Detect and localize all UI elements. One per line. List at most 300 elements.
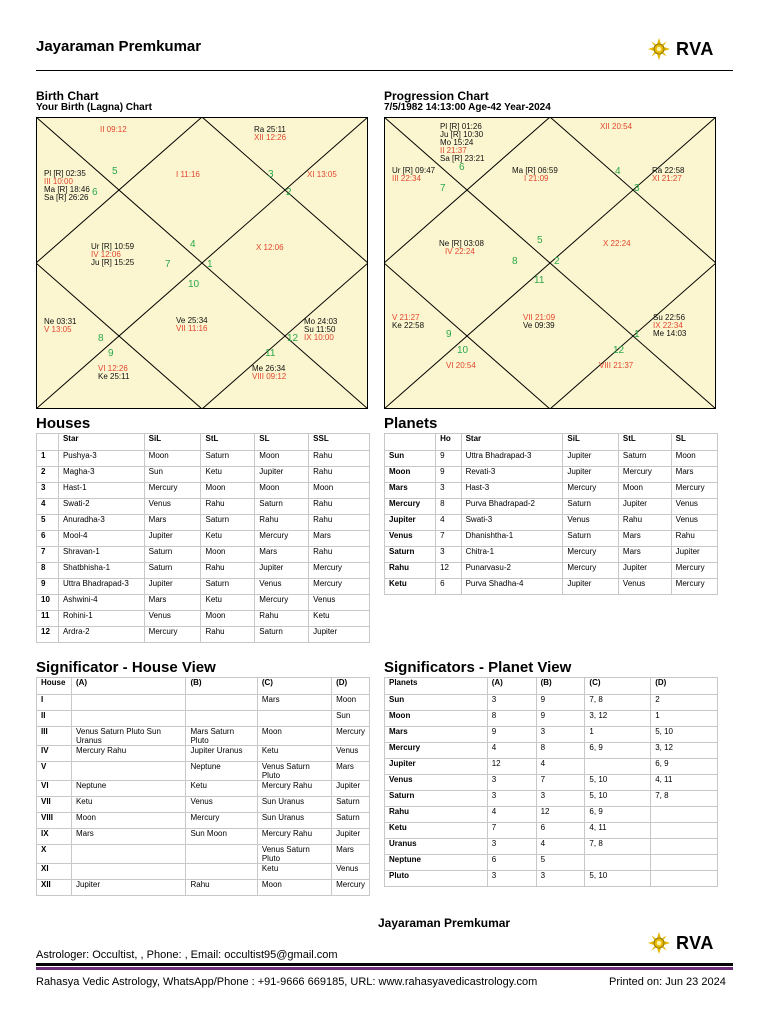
table-cell: Rahu [309,499,370,515]
table-cell: 5 [37,515,59,531]
table-cell: Jupiter [385,515,436,531]
table-cell: Mars [332,845,370,864]
table-cell: Hast-3 [461,483,563,499]
table-cell: XII [37,880,72,896]
house-label: XII 20:54 [600,122,633,131]
table-row [37,746,370,762]
house-label: X 22:24 [603,239,631,248]
table-cell: Venus [309,595,370,611]
table-cell: 1 [651,711,718,727]
table-cell: Jupiter [332,781,370,797]
table-cell: 9 [536,695,585,711]
table-cell: 7, 8 [585,695,651,711]
table-cell: 6 [37,531,59,547]
table-cell: Revati-3 [461,467,563,483]
table-row [37,451,370,467]
table-row [37,611,370,627]
table-cell: Moon [201,547,255,563]
table-row [37,595,370,611]
table-row [37,880,370,896]
table-cell: 3 [436,547,462,563]
table-cell: XI [37,864,72,880]
table-cell [651,807,718,823]
table-row [385,467,718,483]
table-cell [186,695,257,711]
table-row [385,727,718,743]
house-label: V 21:27 Ke 22:58 [392,313,425,330]
table-cell [71,711,186,727]
table-cell: Sun [385,695,488,711]
table-cell [186,864,257,880]
house-label: VIII 21:37 [599,361,634,370]
table-cell: 3 [536,791,585,807]
table-cell: 4 [536,839,585,855]
house-label: VI 12:26 Ke 25:11 [98,364,130,381]
table-cell: Saturn [385,547,436,563]
table-cell: Jupiter [618,563,671,579]
table-cell [71,864,186,880]
table-cell: Moon [385,711,488,727]
table-cell: 9 [37,579,59,595]
table-cell: 4 [536,759,585,775]
table-cell: 3 [536,727,585,743]
table-cell: 4 [436,515,462,531]
house-number: 7 [165,259,171,270]
table-cell: Mercury Rahu [257,781,331,797]
progression-chart [384,117,716,409]
table-cell [651,871,718,887]
house-number: 8 [98,333,104,344]
table-cell: 9 [536,711,585,727]
table-cell: 3 [487,695,536,711]
table-row [385,791,718,807]
table-cell: 6, 9 [651,759,718,775]
table-cell: 12 [536,807,585,823]
table-cell: Mars [671,467,717,483]
column-header [37,434,59,451]
table-cell: 2 [651,695,718,711]
progression-chart-subtitle: 7/5/1982 14:13:00 Age-42 Year-2024 [384,102,551,113]
table-cell: Rahu [309,467,370,483]
sig-planet-section-title: Significators - Planet View [384,659,572,676]
house-label: Su 22:56 IX 22:34 Me 14:03 [653,313,687,338]
table-cell: 4, 11 [585,823,651,839]
table-cell: Neptune [186,762,257,781]
table-row [385,743,718,759]
sig-house-table [36,677,370,896]
table-cell: Saturn [144,563,201,579]
table-cell: Venus [618,579,671,595]
table-cell: Saturn [144,547,201,563]
table-row [385,515,718,531]
table-cell: Venus [332,746,370,762]
table-cell: 1 [37,451,59,467]
table-cell: III [37,727,72,746]
table-row [37,579,370,595]
table-cell: VII [37,797,72,813]
table-cell: Shatbhisha-1 [58,563,144,579]
table-cell: Ketu [309,611,370,627]
table-row [37,547,370,563]
report-owner-name: Jayaraman Premkumar [36,38,202,55]
house-label: Ne [R] 03:08 IV 22:24 [439,239,484,256]
table-cell: 3 [536,871,585,887]
table-row [385,451,718,467]
table-cell: Purva Shadha-4 [461,579,563,595]
table-header-row [37,434,370,451]
table-cell: 9 [436,451,462,467]
table-cell: Jupiter [332,829,370,845]
table-row [37,711,370,727]
house-number: 7 [440,183,446,194]
house-number: 11 [534,275,545,286]
table-cell: Shravan-1 [58,547,144,563]
column-header: SL [671,434,717,451]
table-cell: Rahu [186,880,257,896]
table-row [37,563,370,579]
table-cell: Rahu [255,611,309,627]
table-row [385,711,718,727]
table-cell: Ketu [201,467,255,483]
house-number: 10 [188,279,200,290]
house-number: 1 [207,259,213,270]
column-header: (B) [536,678,585,695]
column-header: SSL [309,434,370,451]
table-cell: 6, 9 [585,743,651,759]
table-cell: Mercury Rahu [71,746,186,762]
header-divider [36,70,733,71]
table-cell: Mercury [144,483,201,499]
table-row [385,807,718,823]
table-cell: 9 [436,467,462,483]
table-cell: Mool-4 [58,531,144,547]
table-cell: 3, 12 [585,711,651,727]
house-label: Me 26:34 VIII 09:12 [252,364,287,381]
table-cell: Rahu [201,627,255,643]
sig-house-section-title: Significator - House View [36,659,216,676]
table-cell: Mars [385,727,488,743]
table-cell: Mars [255,547,309,563]
table-cell: 4 [487,807,536,823]
table-row [37,467,370,483]
table-cell: VIII [37,813,72,829]
table-cell: Saturn [332,813,370,829]
table-cell: Mars [385,483,436,499]
table-row [37,797,370,813]
table-cell: Ashwini-4 [58,595,144,611]
table-cell: Moon [618,483,671,499]
column-header: (D) [332,678,370,695]
table-cell: Mars Saturn Pluto [186,727,257,746]
table-row [385,547,718,563]
table-row [37,627,370,643]
table-cell: Moon [144,451,201,467]
table-cell: Hast-1 [58,483,144,499]
birth-chart [36,117,368,409]
table-cell: Venus Saturn Pluto [257,845,331,864]
table-cell: Pluto [385,871,488,887]
house-label: Pl [R] 01:26 Ju [R] 10:30 Mo 15:24 II 21:37 Sa [R] 23:21 [440,122,485,163]
table-row [37,531,370,547]
planets-table [384,433,718,595]
birth-chart-subtitle: Your Birth (Lagna) Chart [36,102,152,113]
table-cell: Mercury [309,579,370,595]
table-cell: Mercury [671,483,717,499]
table-cell: Rahu [385,563,436,579]
table-cell: Neptune [71,781,186,797]
house-number: 8 [512,256,518,267]
table-cell: Rahu [309,547,370,563]
table-cell: Ketu [257,746,331,762]
table-cell: Sun Uranus [257,797,331,813]
table-cell: Mercury [309,563,370,579]
printed-date: Printed on: Jun 23 2024 [609,976,726,988]
table-header-row [385,434,718,451]
table-cell: 5, 10 [651,727,718,743]
table-cell: 4 [37,499,59,515]
table-cell: Saturn [201,515,255,531]
table-cell: 3, 12 [651,743,718,759]
brand-logo [648,38,714,60]
table-cell [71,762,186,781]
logo-text: RVA [676,932,714,953]
table-cell [257,711,331,727]
table-cell: 6 [536,823,585,839]
house-label: Ve 25:34 VII 11:16 [176,316,208,333]
table-cell: Mercury [255,595,309,611]
table-cell: Ketu [201,595,255,611]
table-cell: Saturn [332,797,370,813]
table-cell: Saturn [563,531,619,547]
column-header: (A) [487,678,536,695]
progression-chart-title: Progression Chart [384,89,489,103]
table-cell: Magha-3 [58,467,144,483]
table-cell [186,711,257,727]
footer-brand-logo [648,932,714,954]
column-header: Ho [436,434,462,451]
table-cell: V [37,762,72,781]
table-row [37,813,370,829]
company-contact: Rahasya Vedic Astrology, WhatsApp/Phone : +91-9666 669185, URL: www.rahasyavedicastrology.com [36,976,538,988]
table-cell: Moon [332,695,370,711]
table-cell: Rahu [309,515,370,531]
house-number: 4 [190,239,196,250]
table-cell: 6, 9 [585,807,651,823]
table-cell: Moon [71,813,186,829]
footer-owner-name: Jayaraman Premkumar [378,916,511,930]
table-row [37,727,370,746]
table-cell: 5, 10 [585,871,651,887]
house-label: Mo 24:03 Su 11:50 IX 10:00 [304,317,338,342]
house-label: XI 13:05 [307,170,337,179]
table-cell: Ardra-2 [58,627,144,643]
table-cell: Rahu [309,451,370,467]
table-cell: Saturn [255,499,309,515]
table-cell: Swati-2 [58,499,144,515]
table-cell: 7, 8 [585,839,651,855]
table-cell: Saturn [385,791,488,807]
column-header: SiL [563,434,619,451]
column-header: (A) [71,678,186,695]
table-cell: Mercury [618,467,671,483]
table-cell: Jupiter [385,759,488,775]
table-cell: 8 [487,711,536,727]
table-cell: Mercury [332,727,370,746]
table-row [37,483,370,499]
column-header: StL [618,434,671,451]
table-cell: 7 [37,547,59,563]
table-cell: Venus [144,611,201,627]
table-cell: Mercury [186,813,257,829]
table-cell: 3 [487,871,536,887]
table-cell: Rahu [385,807,488,823]
table-cell [585,759,651,775]
table-cell: Moon [201,611,255,627]
table-cell: 8 [536,743,585,759]
table-cell: Jupiter [144,531,201,547]
table-cell: 1 [585,727,651,743]
table-cell: Rahu [671,531,717,547]
house-number: 1 [634,329,640,340]
table-cell: Ketu [186,781,257,797]
table-cell: Sun Uranus [257,813,331,829]
table-row [385,839,718,855]
table-cell: Mercury [144,627,201,643]
table-row [385,871,718,887]
table-row [385,483,718,499]
table-cell: Mercury [385,499,436,515]
sun-logo-icon [648,932,670,954]
house-number: 9 [108,348,114,359]
table-row [37,762,370,781]
table-cell: 4 [487,743,536,759]
table-cell: Saturn [255,627,309,643]
table-cell: 7, 8 [651,791,718,807]
table-cell: Jupiter [255,467,309,483]
table-cell: Mercury [563,547,619,563]
house-number: 2 [286,187,292,198]
table-cell [71,695,186,711]
table-cell: 8 [37,563,59,579]
table-cell: Moon [255,483,309,499]
planets-section-title: Planets [384,415,438,432]
table-cell: 5, 10 [585,775,651,791]
table-cell: Mercury Rahu [257,829,331,845]
house-label: Ur [R] 10:59 IV 12:06 Ju [R] 15:25 [91,242,135,267]
house-label: VI 20:54 [446,361,476,370]
footer-divider-purple [36,967,733,970]
table-cell: Mercury [671,579,717,595]
table-row [37,695,370,711]
house-number: 5 [112,166,118,177]
table-cell: Mars [332,762,370,781]
table-cell: 11 [37,611,59,627]
table-cell: Jupiter [71,880,186,896]
table-cell: Mercury [255,531,309,547]
column-header: StL [201,434,255,451]
sig-planet-table [384,677,718,887]
table-cell: 7 [487,823,536,839]
table-cell: Venus [671,499,717,515]
progression-chart-grid [384,117,716,409]
table-cell: Venus [385,531,436,547]
table-header-row [385,678,718,695]
column-header: (B) [186,678,257,695]
table-cell: Venus Saturn Pluto Sun Uranus [71,727,186,746]
table-cell: Sun [385,451,436,467]
column-header: (D) [651,678,718,695]
table-row [37,499,370,515]
table-cell: Venus [385,775,488,791]
table-row [385,855,718,871]
house-label: Ra 22:58 XI 21:27 [652,166,685,183]
table-cell: Jupiter [618,499,671,515]
table-cell: Sun [144,467,201,483]
column-header: Star [461,434,563,451]
table-cell [186,845,257,864]
table-row [37,845,370,864]
house-label: VII 21:09 Ve 09:39 [523,313,556,330]
table-cell: Rahu [201,499,255,515]
table-cell: Mars [309,531,370,547]
table-cell: Rohini-1 [58,611,144,627]
table-cell: Venus [255,579,309,595]
table-cell: Mercury [563,483,619,499]
table-cell: Moon [671,451,717,467]
table-cell: Jupiter [671,547,717,563]
table-cell: Mars [618,531,671,547]
house-number: 2 [554,256,560,267]
houses-table [36,433,370,643]
table-cell: Rahu [255,515,309,531]
house-number: 5 [537,235,543,246]
table-cell: Ketu [385,823,488,839]
table-cell: Jupiter [563,467,619,483]
table-cell: Venus Saturn Pluto [257,762,331,781]
table-cell: Jupiter [309,627,370,643]
table-cell: 3 [436,483,462,499]
table-cell: Uttra Bhadrapad-3 [58,579,144,595]
table-cell: Uttra Bhadrapad-3 [461,451,563,467]
table-cell: Rahu [201,563,255,579]
table-cell: Dhanishtha-1 [461,531,563,547]
birth-chart-title: Birth Chart [36,89,99,103]
house-number: 12 [287,333,299,344]
table-cell: IX [37,829,72,845]
table-row [385,823,718,839]
table-row [37,781,370,797]
house-label: X 12:06 [256,243,284,252]
table-row [37,829,370,845]
column-header [385,434,436,451]
table-cell: Mars [257,695,331,711]
house-number: 9 [446,329,452,340]
house-label: Ur [R] 09:47 III 22:34 [392,166,436,183]
table-cell: Jupiter Uranus [186,746,257,762]
table-cell: Venus [186,797,257,813]
table-cell: Saturn [618,451,671,467]
logo-text: RVA [676,38,714,59]
astrologer-contact: Astrologer: Occultist, , Phone: , Email: occultist95@gmail.com [36,949,338,961]
table-cell: Moon [257,880,331,896]
table-cell [651,855,718,871]
column-header: (C) [257,678,331,695]
footer-divider-black [36,963,733,966]
houses-section-title: Houses [36,415,91,432]
table-cell: 7 [436,531,462,547]
house-number: 4 [615,166,621,177]
table-cell: Ketu [385,579,436,595]
